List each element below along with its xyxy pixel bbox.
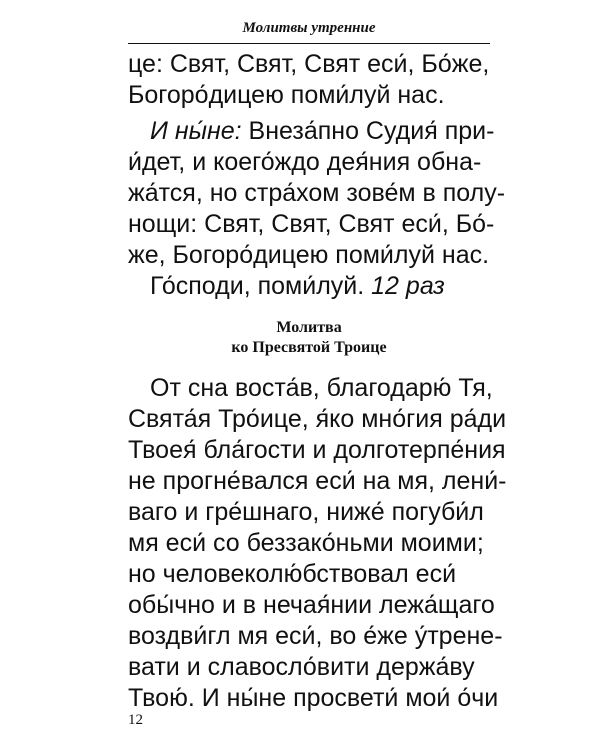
text-line: же, Богоро́дицею поми́луй нас. xyxy=(128,241,490,269)
text-line: нощи: Свят, Свят, Свят еси́, Бо́- xyxy=(128,210,495,238)
text-line xyxy=(128,271,490,302)
text-line: От сна воста́в, благодарю́ Тя, xyxy=(150,374,493,402)
text-line: вати и славосло́вити держа́ву xyxy=(128,653,475,681)
text-line: Богоро́дицею поми́луй нас. xyxy=(128,81,445,109)
text-line xyxy=(128,116,495,147)
paragraph-continuation xyxy=(128,49,490,111)
rubric-note: 12 раз xyxy=(371,272,445,300)
text-line: жа́тся, но стра́хом зове́м в полу- xyxy=(128,179,506,207)
text-fragment: Го́споди, поми́луй. xyxy=(150,272,365,300)
text-line: ваго и гре́шнаго, ниже́ погуби́л xyxy=(128,498,484,526)
running-head: Молитвы утренние xyxy=(242,20,376,36)
page-number: 12 xyxy=(128,712,143,728)
text-line: Свята́я Тро́ице, я́ко мно́гия ра́ди xyxy=(128,405,507,433)
heading-line: ко Пресвятой Троице xyxy=(231,339,387,356)
text-line: не прогне́вался еси́ на мя, лени́- xyxy=(128,467,507,495)
text-line: но человеколю́бствовал еси́ xyxy=(128,560,457,588)
header-rule xyxy=(128,43,490,44)
prayer-text xyxy=(128,373,507,714)
heading-line: Молитва xyxy=(276,319,342,336)
text-line: мя еси́ со беззако́ньми моими; xyxy=(128,529,484,557)
text-line: Твою́. И ны́не просвети́ мои́ о́чи xyxy=(128,684,499,712)
text-fragment: Внеза́пно Судия́ при- xyxy=(241,117,495,145)
rubric-label: И ны́не: xyxy=(150,117,242,145)
text-line: Твоея́ бла́гости и долготерпе́ния xyxy=(128,436,506,464)
text-line: воздви́гл мя еси́, во е́же у́тренe- xyxy=(128,622,503,650)
section-heading xyxy=(128,318,490,358)
paragraph-i-nyne xyxy=(128,116,506,271)
text-line: це: Свят, Свят, Свят еси́, Бо́же, xyxy=(128,50,490,78)
text-line: и́дет, и коего́ждо дея́ния обна- xyxy=(128,148,482,176)
paragraph-gospodi xyxy=(128,271,490,302)
text-line: обы́чно и в нечая́нии лежа́щаго xyxy=(128,591,495,619)
